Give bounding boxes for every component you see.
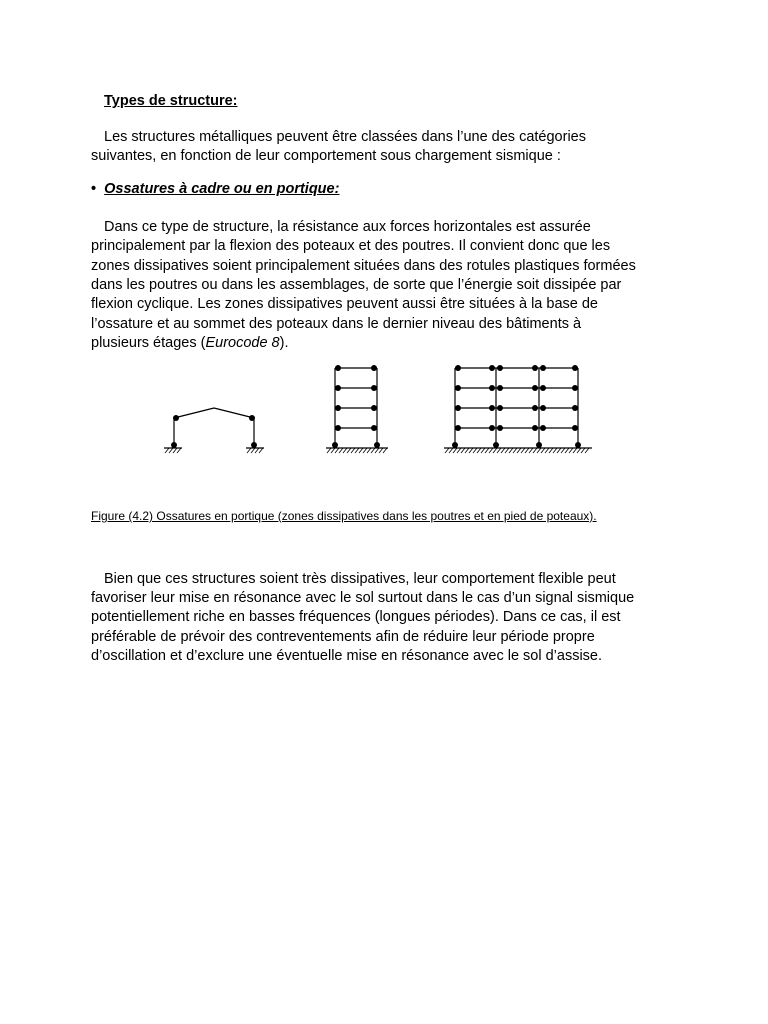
paragraph-line: principalement par la flexion des poteaux et des poutres. Il convient donc que les (91, 238, 611, 254)
paragraph-line: plusieurs étages (Eurocode 8). (91, 335, 289, 351)
pitched-portal-frame (164, 408, 264, 453)
single-bay-multistorey-frame (326, 368, 388, 453)
subheading: Ossatures à cadre ou en portique: (104, 181, 340, 197)
portal-frames-figure (150, 358, 600, 464)
paragraph-line: dans les poutres ou dans les assemblages, de sorte que l’énergie soit dissipée par (91, 277, 622, 293)
intro-line: suivantes, en fonction de leur comportement sous chargement sismique : (91, 148, 561, 164)
subheading-row (91, 181, 339, 197)
paragraph-line: flexion cyclique. Les zones dissipatives peuvent aussi être situées à la base de (91, 296, 598, 312)
plastic-hinge-markers (171, 365, 581, 448)
paragraph-line: favoriser leur mise en résonance avec le sol surtout dans le cas d’un signal sismique (91, 590, 635, 606)
paragraph-line: Dans ce type de structure, la résistance aux forces horizontales est assurée (104, 219, 591, 235)
multi-bay-multistorey-frame (444, 368, 592, 453)
paragraph-line: potentiellement riche en basses fréquences (longues périodes). Dans ce cas, il est (91, 609, 621, 625)
paragraph-line: zones dissipatives soient principalement situées dans des rotules plastiques formées (91, 258, 636, 274)
intro-line: Les structures métalliques peuvent être classées dans l’une des catégories (104, 129, 586, 145)
section-heading: Types de structure: (104, 93, 238, 109)
paragraph-line: d’oscillation et d’exclure une éventuelle mise en résonance avec le sol d’assise. (91, 648, 603, 664)
bullet-icon: • (91, 181, 97, 197)
paragraph-line: l’ossature et au sommet des poteaux dans le dernier niveau des bâtiments à (91, 316, 582, 332)
figure-caption: Figure (4.2) Ossatures en portique (zones dissipatives dans les poutres et en pied de poteaux). (91, 509, 597, 523)
eurocode-reference: Eurocode 8 (205, 335, 280, 351)
paragraph-line: préférable de prévoir des contreventements afin de réduire leur période propre (91, 629, 595, 645)
paragraph-line: Bien que ces structures soient très dissipatives, leur comportement flexible peut (104, 571, 616, 587)
